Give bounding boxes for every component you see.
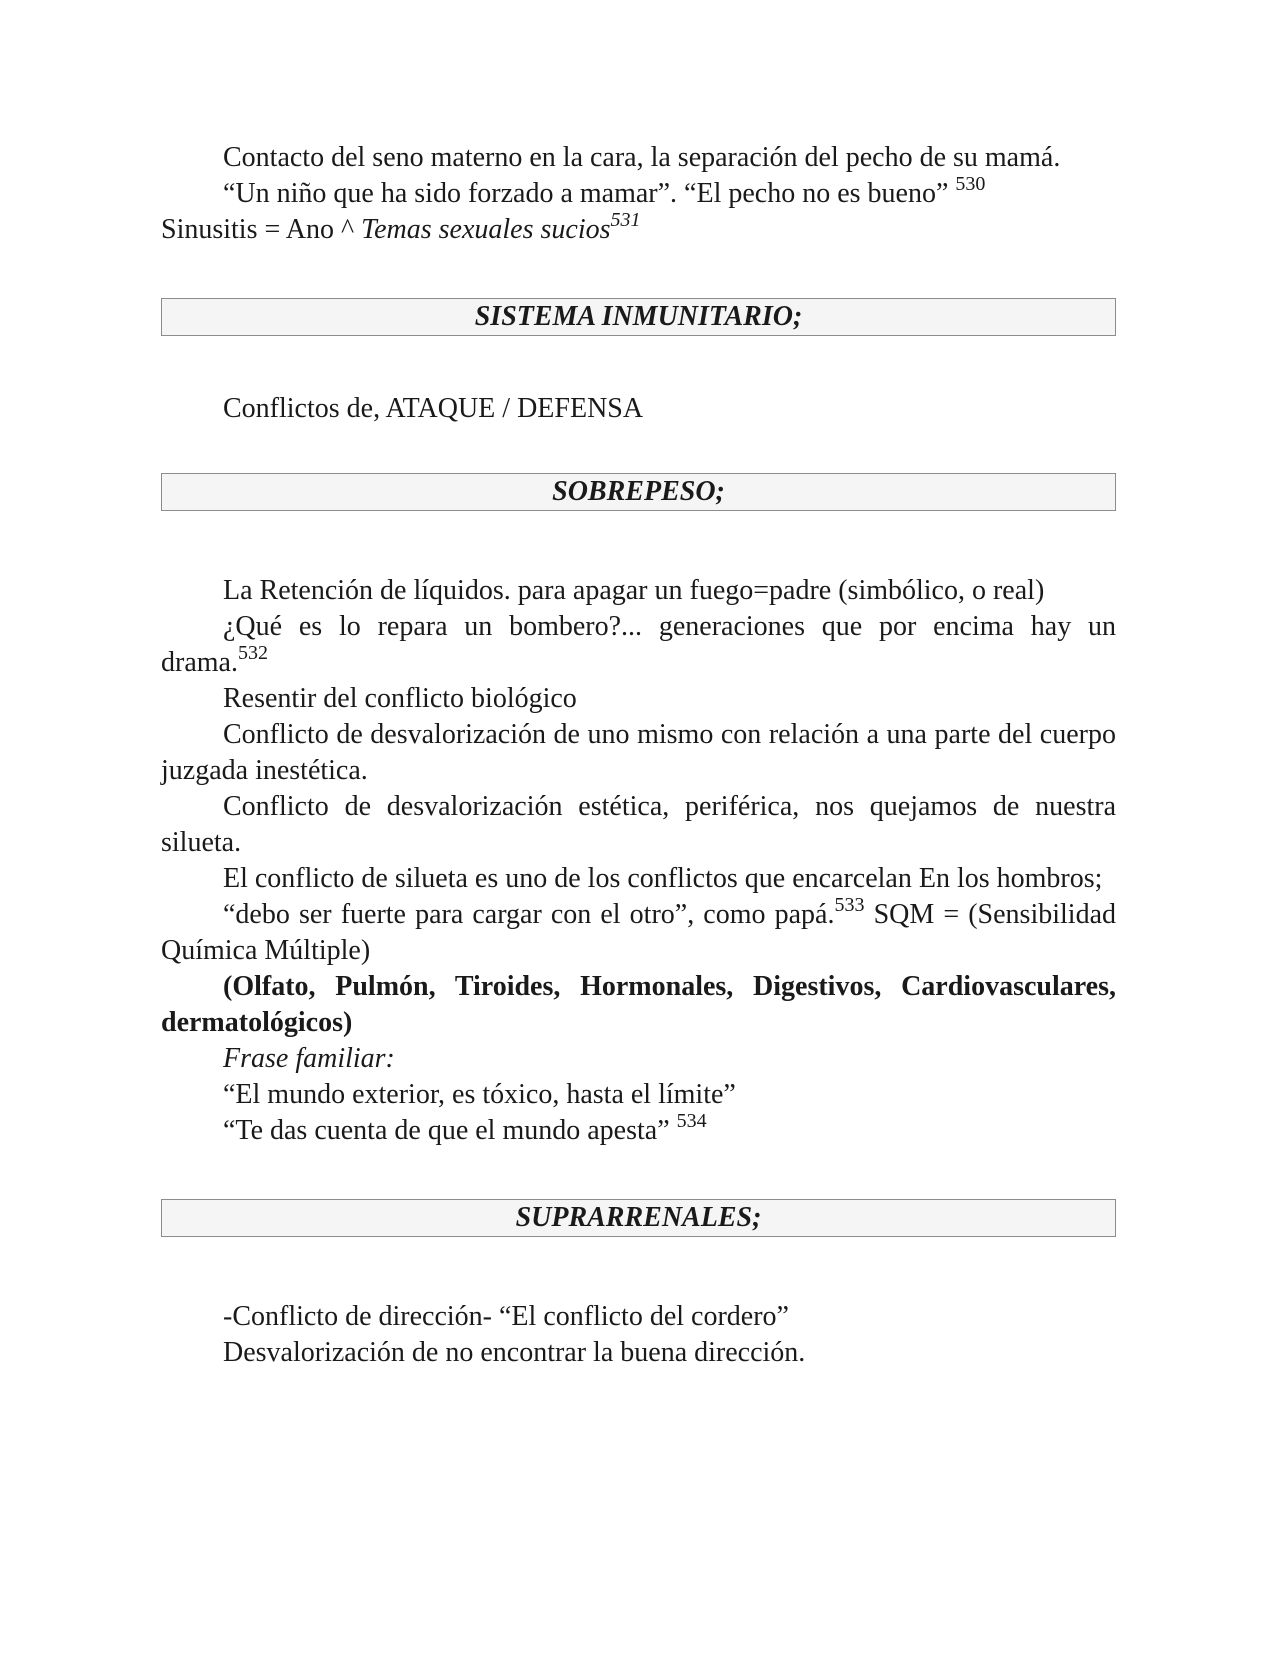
paragraph-sinusitis bbox=[161, 208, 1116, 248]
footnote-ref-534: 534 bbox=[676, 1109, 707, 1132]
paragraph-frase-familiar: Frase familiar: bbox=[223, 1043, 395, 1074]
paragraph-desvalorizacion-estetica: Conflicto de desvalorización estética, periférica, nos quejamos de nuestra silueta. bbox=[161, 791, 1116, 858]
paragraph-mundo-toxico: “El mundo exterior, es tóxico, hasta el límite” bbox=[223, 1079, 736, 1110]
quote-text: “Un niño que ha sido forzado a mamar”. “El pecho no es bueno” bbox=[223, 178, 956, 209]
paragraph-debo-ser-fuerte bbox=[161, 893, 1116, 969]
paragraph-bombero bbox=[161, 609, 1116, 681]
paragraph-retencion-liquidos: La Retención de líquidos. para apagar un fuego=padre (simbólico, o real) bbox=[223, 575, 1045, 606]
paragraph-resentir: Resentir del conflicto biológico bbox=[223, 683, 577, 714]
sinusitis-text: Sinusitis = Ano ^ bbox=[161, 214, 362, 245]
paragraph-mundo-apesta bbox=[161, 1109, 1116, 1149]
footnote-ref-531: 531 bbox=[610, 208, 641, 231]
paragraph-conflicto-direccion: -Conflicto de dirección- “El conflicto del cordero” bbox=[223, 1301, 789, 1332]
page-content bbox=[161, 140, 1116, 1371]
apesta-text: “Te das cuenta de que el mundo apesta” bbox=[223, 1115, 677, 1146]
footnote-ref-533: 533 bbox=[834, 893, 865, 916]
fuerte-text: “debo ser fuerte para cargar con el otro”, como papá. bbox=[223, 899, 835, 930]
paragraph-buena-direccion: Desvalorización de no encontrar la buena dirección. bbox=[223, 1337, 806, 1368]
paragraph-ataque-defensa: Conflictos de, ATAQUE / DEFENSA bbox=[223, 393, 644, 424]
heading-sistema-inmunitario: SISTEMA INMUNITARIO; bbox=[161, 298, 1116, 336]
paragraph-nino-forzado bbox=[161, 172, 1116, 212]
sinusitis-italic: Temas sexuales sucios bbox=[361, 214, 611, 245]
paragraph-sqm-systems: (Olfato, Pulmón, Tiroides, Hormonales, Digestivos, Cardiovasculares, dermatológicos) bbox=[161, 971, 1116, 1038]
heading-sobrepeso: SOBREPESO; bbox=[161, 473, 1116, 511]
paragraph-seno-materno: Contacto del seno materno en la cara, la separación del pecho de su mamá. bbox=[223, 142, 1061, 173]
heading-suprarrenales: SUPRARRENALES; bbox=[161, 1199, 1116, 1237]
paragraph-silueta: El conflicto de silueta es uno de los conflictos que encarcelan En los hombros; bbox=[223, 863, 1103, 894]
paragraph-desvalorizacion-parte: Conflicto de desvalorización de uno mismo con relación a una parte del cuerpo juzgada inestética. bbox=[161, 719, 1116, 786]
footnote-ref-530: 530 bbox=[955, 172, 986, 195]
bombero-text: ¿Qué es lo repara un bombero?... generaciones que por encima hay un drama. bbox=[161, 611, 1116, 678]
footnote-ref-532: 532 bbox=[237, 641, 268, 664]
sqm-text: SQM = (Sensibilidad Química Múltiple) bbox=[161, 899, 1116, 966]
